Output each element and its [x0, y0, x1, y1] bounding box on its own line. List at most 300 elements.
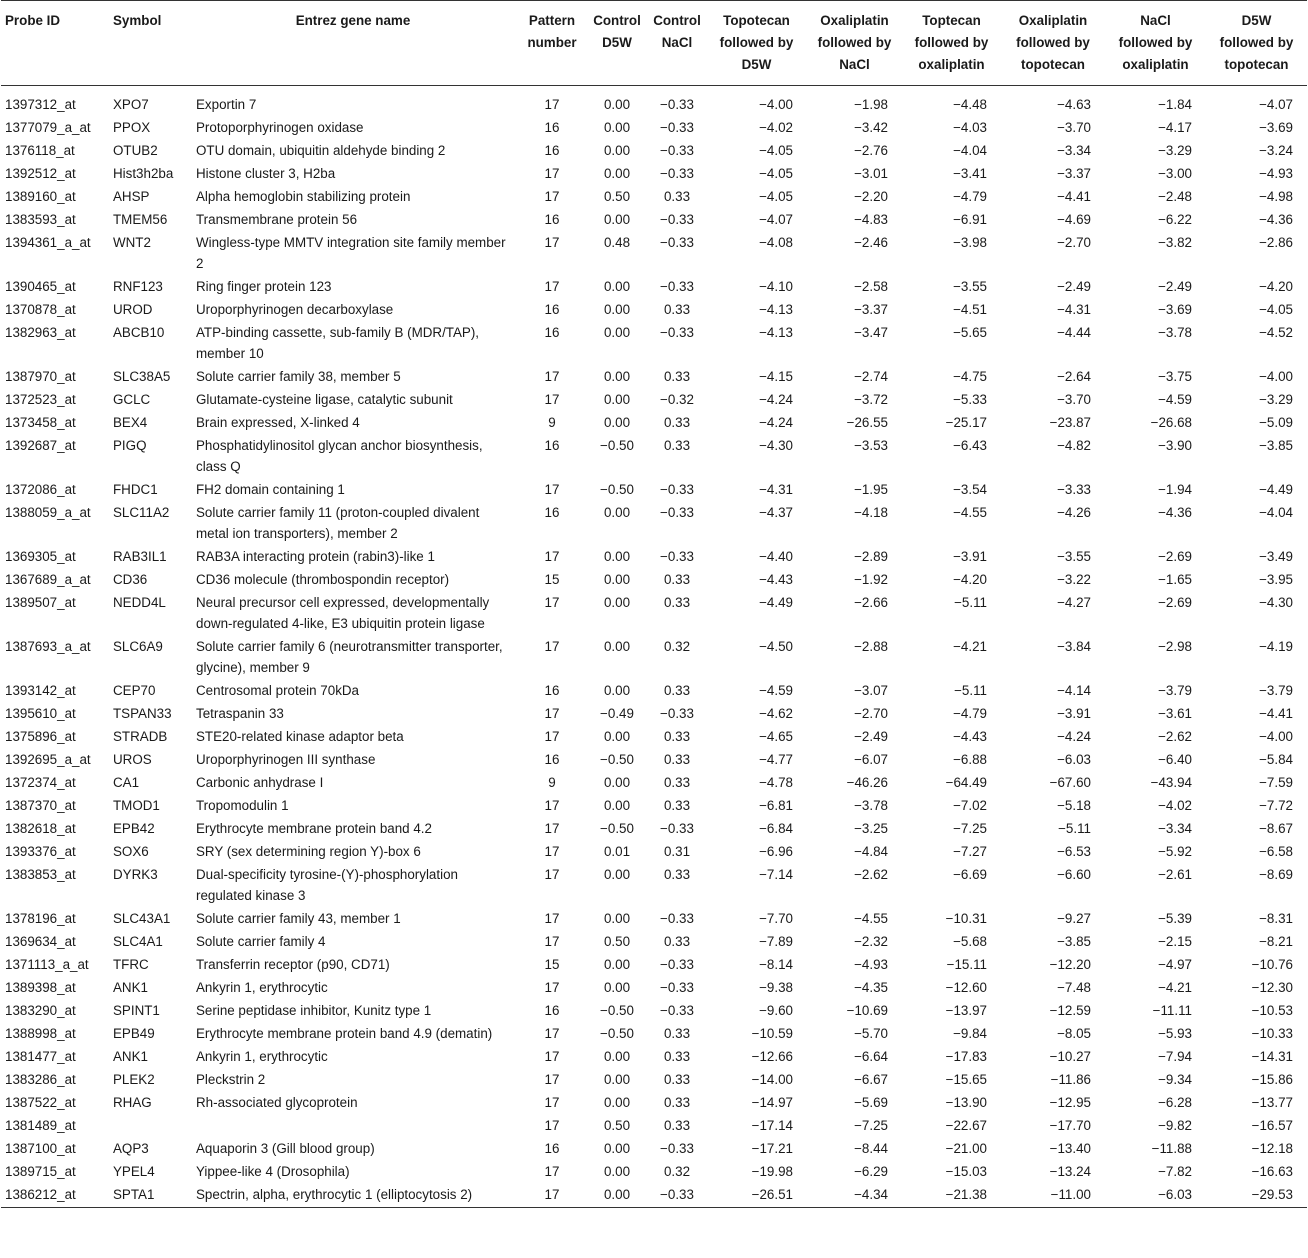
probe-id-cell: 1373458_at	[5, 415, 76, 430]
topotecan-d5w-cell: −4.08	[759, 235, 793, 250]
control-d5w-cell: 0.50	[603, 1118, 631, 1133]
control-nacl-cell: 0.33	[663, 572, 691, 587]
control-nacl-cell: −0.33	[660, 279, 694, 294]
nacl-oxaliplatin-cell: −4.97	[1158, 957, 1192, 972]
symbol-cell: PLEK2	[113, 1072, 155, 1087]
symbol-cell: NEDD4L	[113, 595, 166, 610]
control-nacl-cell: 0.33	[663, 415, 691, 430]
d5w-topotecan-cell: −3.85	[1259, 438, 1293, 453]
pattern-number-cell: 16	[544, 1141, 560, 1156]
oxaliplatin-nacl-cell: −46.26	[846, 775, 888, 790]
d5w-topotecan-cell: −4.00	[1259, 369, 1293, 384]
pattern-number-cell: 9	[548, 415, 556, 430]
gene-name-cell: STE20-related kinase adaptor beta	[196, 729, 404, 744]
nacl-oxaliplatin-cell: −43.94	[1150, 775, 1192, 790]
nacl-oxaliplatin-cell: −3.75	[1158, 369, 1192, 384]
nacl-oxaliplatin-cell: −9.82	[1158, 1118, 1192, 1133]
topotecan-d5w-cell: −10.59	[751, 1026, 793, 1041]
probe-id-cell: 1375896_at	[5, 729, 76, 744]
control-d5w-cell: 0.00	[603, 595, 631, 610]
table-row	[1, 298, 1307, 321]
toptecan-oxaliplatin-cell: −3.91	[953, 549, 987, 564]
pattern-number-cell: 16	[544, 683, 560, 698]
oxaliplatin-topotecan-cell: −3.70	[1057, 120, 1091, 135]
control-nacl-cell: 0.31	[663, 844, 691, 859]
symbol-cell: UROD	[113, 302, 153, 317]
symbol-cell: TSPAN33	[113, 706, 172, 721]
toptecan-oxaliplatin-cell: −12.60	[945, 980, 987, 995]
control-nacl-cell: −0.33	[660, 325, 694, 340]
nacl-oxaliplatin-cell: −3.29	[1158, 143, 1192, 158]
topotecan-d5w-cell: −6.96	[759, 844, 793, 859]
nacl-oxaliplatin-header: NaCl followed by oxaliplatin	[1105, 1, 1206, 86]
pattern-number-cell: 16	[544, 143, 560, 158]
nacl-oxaliplatin-cell: −2.48	[1158, 189, 1192, 204]
control-d5w-cell: 0.00	[603, 392, 631, 407]
pattern-number-cell: 17	[544, 482, 560, 497]
pattern-number-cell: 15	[544, 957, 560, 972]
table-row	[1, 1137, 1307, 1160]
d5w-topotecan-cell: −4.30	[1259, 595, 1293, 610]
oxaliplatin-topotecan-cell: −12.95	[1049, 1095, 1091, 1110]
oxaliplatin-nacl-cell: −2.32	[854, 934, 888, 949]
pattern-number-cell: 16	[544, 212, 560, 227]
symbol-cell: SLC4A1	[113, 934, 163, 949]
symbol-cell: STRADB	[113, 729, 168, 744]
probe-id-cell: 1389398_at	[5, 980, 76, 995]
control-d5w-cell: −0.50	[600, 1026, 634, 1041]
toptecan-oxaliplatin-cell: −4.43	[953, 729, 987, 744]
control-d5w-cell: 0.50	[603, 189, 631, 204]
topotecan-d5w-cell: −4.24	[759, 392, 793, 407]
table-row	[1, 635, 1307, 679]
oxaliplatin-topotecan-cell: −9.27	[1057, 911, 1091, 926]
gene-name-cell: Solute carrier family 4	[196, 934, 326, 949]
nacl-oxaliplatin-cell: −9.34	[1158, 1072, 1192, 1087]
oxaliplatin-nacl-cell: −3.53	[854, 438, 888, 453]
control-d5w-cell: 0.00	[603, 302, 631, 317]
oxaliplatin-nacl-cell: −5.70	[854, 1026, 888, 1041]
symbol-cell: TMEM56	[113, 212, 168, 227]
toptecan-oxaliplatin-cell: −4.48	[953, 97, 987, 112]
nacl-oxaliplatin-cell: −6.22	[1158, 212, 1192, 227]
control-nacl-cell: 0.33	[663, 752, 691, 767]
control-nacl-cell: 0.32	[663, 1164, 691, 1179]
d5w-topotecan-cell: −15.86	[1251, 1072, 1293, 1087]
control-nacl-cell: −0.33	[660, 980, 694, 995]
oxaliplatin-nacl-cell: −7.25	[854, 1118, 888, 1133]
symbol-cell: BEX4	[113, 415, 148, 430]
symbol-cell: AHSP	[113, 189, 150, 204]
topotecan-d5w-cell: −7.89	[759, 934, 793, 949]
oxaliplatin-nacl-cell: −2.74	[854, 369, 888, 384]
nacl-oxaliplatin-cell: −2.15	[1158, 934, 1192, 949]
topotecan-d5w-cell: −8.14	[759, 957, 793, 972]
topotecan-d5w-cell: −4.43	[759, 572, 793, 587]
nacl-oxaliplatin-cell: −3.34	[1158, 821, 1192, 836]
topotecan-d5w-cell: −4.78	[759, 775, 793, 790]
probe-id-cell: 1397312_at	[5, 97, 76, 112]
probe-id-cell: 1382618_at	[5, 821, 76, 836]
symbol-cell	[106, 1114, 188, 1137]
gene-name-cell: SRY (sex determining region Y)-box 6	[196, 844, 421, 859]
d5w-topotecan-cell: −12.30	[1251, 980, 1293, 995]
pattern-number-cell: 17	[544, 549, 560, 564]
control-d5w-cell: 0.00	[603, 549, 631, 564]
control-d5w-cell: 0.00	[603, 1095, 631, 1110]
control-d5w-cell: 0.00	[603, 775, 631, 790]
symbol-cell: EPB42	[113, 821, 155, 836]
d5w-topotecan-cell: −3.29	[1259, 392, 1293, 407]
gene-name-cell: Glutamate-cysteine ligase, catalytic subunit	[196, 392, 453, 407]
pattern-number-cell: 15	[544, 572, 560, 587]
toptecan-oxaliplatin-cell: −5.65	[953, 325, 987, 340]
table-row	[1, 434, 1307, 478]
table-body	[1, 86, 1307, 1208]
toptecan-oxaliplatin-cell: −64.49	[945, 775, 987, 790]
toptecan-oxaliplatin-cell: −4.20	[953, 572, 987, 587]
probe-id-cell: 1387370_at	[5, 798, 76, 813]
d5w-topotecan-cell: −4.41	[1259, 706, 1293, 721]
gene-name-cell: Tetraspanin 33	[196, 706, 284, 721]
control-d5w-cell: 0.00	[586, 1183, 648, 1208]
pattern-number-cell: 17	[544, 844, 560, 859]
topotecan-d5w-cell: −19.98	[751, 1164, 793, 1179]
nacl-oxaliplatin-cell: −2.69	[1158, 595, 1192, 610]
toptecan-oxaliplatin-cell: −4.51	[953, 302, 987, 317]
oxaliplatin-nacl-cell: −2.76	[854, 143, 888, 158]
oxaliplatin-nacl-cell: −5.69	[854, 1095, 888, 1110]
oxaliplatin-topotecan-cell: −17.70	[1049, 1118, 1091, 1133]
table-row	[1, 208, 1307, 231]
d5w-topotecan-cell: −4.20	[1259, 279, 1293, 294]
symbol-cell: Hist3h2ba	[113, 166, 174, 181]
probe-id-cell: 1378196_at	[5, 911, 76, 926]
toptecan-oxaliplatin-cell: −13.90	[945, 1095, 987, 1110]
probe-id-cell: 1371113_a_at	[5, 957, 89, 972]
probe-id-cell: 1372374_at	[5, 775, 76, 790]
nacl-oxaliplatin-cell: −2.69	[1158, 549, 1192, 564]
oxaliplatin-nacl-cell: −3.25	[854, 821, 888, 836]
d5w-topotecan-cell: −13.77	[1251, 1095, 1293, 1110]
oxaliplatin-nacl-cell: −2.49	[854, 729, 888, 744]
d5w-topotecan-cell: −3.95	[1259, 572, 1293, 587]
gene-name-header: Entrez gene name	[188, 1, 518, 86]
pattern-number-cell: 16	[544, 325, 560, 340]
oxaliplatin-topotecan-cell: −4.24	[1057, 729, 1091, 744]
d5w-topotecan-cell: −2.86	[1259, 235, 1293, 250]
d5w-topotecan-cell: −4.00	[1259, 729, 1293, 744]
toptecan-oxaliplatin-cell: −3.41	[953, 166, 987, 181]
nacl-oxaliplatin-cell: −4.59	[1158, 392, 1192, 407]
symbol-cell: CA1	[113, 775, 140, 790]
symbol-cell: GCLC	[113, 392, 151, 407]
oxaliplatin-topotecan-cell: −3.33	[1057, 482, 1091, 497]
oxaliplatin-topotecan-cell: −3.22	[1057, 572, 1091, 587]
table-row	[1, 1114, 1307, 1137]
topotecan-d5w-cell: −4.37	[759, 505, 793, 520]
table-row	[1, 930, 1307, 953]
control-nacl-cell: 0.33	[663, 775, 691, 790]
oxaliplatin-topotecan-cell: −4.69	[1057, 212, 1091, 227]
gene-name-cell: Rh-associated glycoprotein	[196, 1095, 358, 1110]
control-d5w-cell: 0.00	[603, 729, 631, 744]
pattern-number-cell: 17	[544, 97, 560, 112]
symbol-cell: SPINT1	[113, 1003, 160, 1018]
control-nacl-cell: 0.33	[663, 1072, 691, 1087]
symbol-cell: DYRK3	[113, 867, 158, 882]
d5w-topotecan-cell: −3.79	[1259, 683, 1293, 698]
control-nacl-cell: −0.33	[660, 706, 694, 721]
control-nacl-cell: 0.33	[663, 302, 691, 317]
gene-name-cell: RAB3A interacting protein (rabin3)-like 1	[196, 549, 435, 564]
toptecan-oxaliplatin-cell: −4.21	[953, 639, 987, 654]
oxaliplatin-nacl-cell: −2.70	[854, 706, 888, 721]
control-d5w-cell: −0.50	[600, 752, 634, 767]
control-nacl-cell: 0.33	[663, 934, 691, 949]
symbol-cell: ANK1	[113, 1049, 148, 1064]
nacl-oxaliplatin-cell: −4.36	[1158, 505, 1192, 520]
topotecan-d5w-cell: −4.49	[759, 595, 793, 610]
control-d5w-cell: 0.00	[603, 980, 631, 995]
toptecan-oxaliplatin-cell: −6.88	[953, 752, 987, 767]
gene-name-cell: Exportin 7	[196, 97, 257, 112]
toptecan-oxaliplatin-cell: −17.83	[945, 1049, 987, 1064]
oxaliplatin-topotecan-cell: −2.70	[1057, 235, 1091, 250]
control-nacl-cell: −0.33	[660, 957, 694, 972]
pattern-number-cell: 17	[544, 1118, 560, 1133]
pattern-number-cell: 16	[544, 438, 560, 453]
oxaliplatin-topotecan-cell: −5.18	[1057, 798, 1091, 813]
oxaliplatin-topotecan-cell: −2.64	[1057, 369, 1091, 384]
table-row	[1, 1091, 1307, 1114]
oxaliplatin-topotecan-cell: −3.70	[1057, 392, 1091, 407]
probe-id-cell: 1369305_at	[5, 549, 76, 564]
oxaliplatin-topotecan-cell: −4.44	[1057, 325, 1091, 340]
toptecan-oxaliplatin-cell: −4.55	[953, 505, 987, 520]
topotecan-d5w-cell: −14.97	[751, 1095, 793, 1110]
table-row	[1, 86, 1307, 117]
gene-name-cell: Transmembrane protein 56	[196, 212, 358, 227]
pattern-number-cell: 17	[544, 706, 560, 721]
nacl-oxaliplatin-cell: −4.21	[1158, 980, 1192, 995]
oxaliplatin-nacl-cell: −1.95	[854, 482, 888, 497]
oxaliplatin-topotecan-cell: −7.48	[1057, 980, 1091, 995]
nacl-oxaliplatin-cell: −1.94	[1158, 482, 1192, 497]
probe-id-cell: 1387693_a_at	[5, 639, 91, 654]
symbol-cell: EPB49	[113, 1026, 155, 1041]
gene-name-cell: Centrosomal protein 70kDa	[196, 683, 360, 698]
pattern-number-cell: 17	[544, 980, 560, 995]
control-d5w-cell: 0.00	[603, 1164, 631, 1179]
gene-name-cell: Serine peptidase inhibitor, Kunitz type 1	[196, 1003, 432, 1018]
table-row	[1, 679, 1307, 702]
control-nacl-cell: −0.33	[660, 120, 694, 135]
gene-name-cell: Uroporphyrinogen decarboxylase	[196, 302, 394, 317]
symbol-cell: SLC43A1	[113, 911, 171, 926]
probe-id-cell: 1389507_at	[5, 595, 76, 610]
symbol-cell: OTUB2	[113, 143, 158, 158]
oxaliplatin-topotecan-cell: −10.27	[1049, 1049, 1091, 1064]
d5w-topotecan-cell: −4.04	[1259, 505, 1293, 520]
topotecan-d5w-cell: −4.59	[759, 683, 793, 698]
probe-id-cell: 1392695_a_at	[5, 752, 91, 767]
control-d5w-cell: 0.00	[603, 911, 631, 926]
topotecan-d5w-cell: −4.15	[759, 369, 793, 384]
toptecan-oxaliplatin-cell: −7.02	[953, 798, 987, 813]
pattern-number-cell: 17	[544, 934, 560, 949]
gene-name-cell: Erythrocyte membrane protein band 4.9 (dematin)	[196, 1026, 493, 1041]
oxaliplatin-topotecan-cell: −13.24	[1049, 1164, 1091, 1179]
pattern-number-cell: 17	[544, 279, 560, 294]
pattern-number-cell: 9	[548, 775, 556, 790]
control-d5w-cell: 0.00	[603, 369, 631, 384]
control-nacl-cell: −0.33	[648, 1183, 706, 1208]
oxaliplatin-nacl-cell: −4.18	[854, 505, 888, 520]
probe-id-cell: 1377079_a_at	[5, 120, 91, 135]
oxaliplatin-topotecan-cell: −8.05	[1057, 1026, 1091, 1041]
topotecan-d5w-cell: −6.84	[759, 821, 793, 836]
oxaliplatin-nacl-cell: −2.20	[854, 189, 888, 204]
oxaliplatin-topotecan-cell: −6.60	[1057, 867, 1091, 882]
table-row	[1, 1068, 1307, 1091]
oxaliplatin-nacl-cell: −2.46	[854, 235, 888, 250]
d5w-topotecan-cell: −4.19	[1259, 639, 1293, 654]
symbol-header: Symbol	[106, 1, 188, 86]
control-nacl-cell: −0.33	[660, 505, 694, 520]
symbol-cell: TMOD1	[113, 798, 160, 813]
oxaliplatin-nacl-cell: −6.64	[854, 1049, 888, 1064]
oxaliplatin-nacl-cell: −3.47	[854, 325, 888, 340]
toptecan-oxaliplatin-cell: −7.25	[953, 821, 987, 836]
control-d5w-cell: 0.00	[603, 957, 631, 972]
oxaliplatin-topotecan-cell: −12.20	[1049, 957, 1091, 972]
nacl-oxaliplatin-cell: −26.68	[1150, 415, 1192, 430]
toptecan-oxaliplatin-cell: −9.84	[953, 1026, 987, 1041]
gene-name-cell: CD36 molecule (thrombospondin receptor)	[196, 572, 450, 587]
d5w-topotecan-cell: −4.07	[1259, 97, 1293, 112]
table-row	[1, 1045, 1307, 1068]
oxaliplatin-nacl-cell: −2.66	[854, 595, 888, 610]
probe-id-cell: 1383853_at	[5, 867, 76, 882]
d5w-topotecan-cell: −16.57	[1251, 1118, 1293, 1133]
gene-name-cell: Spectrin, alpha, erythrocytic 1 (elliptocytosis 2)	[188, 1183, 518, 1208]
topotecan-d5w-cell: −4.13	[759, 325, 793, 340]
control-nacl-header: Control NaCl	[648, 1, 706, 86]
probe-id-cell: 1383290_at	[5, 1003, 76, 1018]
probe-id-cell: 1382963_at	[5, 325, 76, 340]
symbol-cell: SLC38A5	[113, 369, 171, 384]
probe-id-cell: 1381489_at	[5, 1118, 76, 1133]
gene-name-cell: Histone cluster 3, H2ba	[196, 166, 336, 181]
pattern-number-cell: 17	[544, 166, 560, 181]
oxaliplatin-nacl-cell: −3.78	[854, 798, 888, 813]
probe-id-cell: 1381477_at	[5, 1049, 76, 1064]
nacl-oxaliplatin-cell: −11.88	[1151, 1141, 1192, 1156]
control-d5w-cell: 0.01	[603, 844, 631, 859]
control-d5w-cell: 0.00	[603, 867, 631, 882]
probe-id-cell: 1388059_a_at	[5, 505, 91, 520]
gene-name-cell: Uroporphyrinogen III synthase	[196, 752, 376, 767]
symbol-cell: RHAG	[113, 1095, 152, 1110]
toptecan-oxaliplatin-cell: −22.67	[945, 1118, 987, 1133]
oxaliplatin-nacl-cell: −4.35	[854, 980, 888, 995]
topotecan-d5w-cell: −4.02	[759, 120, 793, 135]
oxaliplatin-nacl-cell: −3.01	[854, 166, 888, 181]
oxaliplatin-nacl-cell: −2.58	[854, 279, 888, 294]
d5w-topotecan-header: D5W followed by topotecan	[1206, 1, 1307, 86]
gene-name-cell: Aquaporin 3 (Gill blood group)	[196, 1141, 375, 1156]
nacl-oxaliplatin-cell: −3.82	[1158, 235, 1192, 250]
d5w-topotecan-cell: −4.05	[1259, 302, 1293, 317]
toptecan-oxaliplatin-cell: −21.38	[902, 1183, 1001, 1208]
control-d5w-cell: 0.00	[603, 143, 631, 158]
gene-name-cell: Erythrocyte membrane protein band 4.2	[196, 821, 432, 836]
pattern-number-cell: 17	[544, 867, 560, 882]
d5w-topotecan-cell: −8.69	[1259, 867, 1293, 882]
gene-name-cell: Pleckstrin 2	[196, 1072, 266, 1087]
d5w-topotecan-cell: −10.33	[1251, 1026, 1293, 1041]
toptecan-oxaliplatin-cell: −4.79	[953, 189, 987, 204]
topotecan-d5w-cell: −4.07	[759, 212, 793, 227]
nacl-oxaliplatin-cell: −3.61	[1158, 706, 1192, 721]
toptecan-oxaliplatin-cell: −3.54	[953, 482, 987, 497]
table-row	[1, 568, 1307, 591]
nacl-oxaliplatin-cell: −4.17	[1158, 120, 1192, 135]
probe-id-cell: 1387522_at	[5, 1095, 76, 1110]
oxaliplatin-topotecan-cell: −67.60	[1049, 775, 1091, 790]
control-d5w-cell: 0.50	[603, 934, 631, 949]
oxaliplatin-topotecan-cell: −12.59	[1049, 1003, 1091, 1018]
table-row	[1, 907, 1307, 930]
control-nacl-cell: 0.33	[663, 369, 691, 384]
pattern-number-cell: 16	[544, 120, 560, 135]
oxaliplatin-topotecan-cell: −13.40	[1049, 1141, 1091, 1156]
gene-name-cell: Dual-specificity tyrosine-(Y)-phosphorylation regulated kinase 3	[196, 867, 458, 903]
d5w-topotecan-cell: −12.18	[1251, 1141, 1293, 1156]
oxaliplatin-nacl-cell: −6.67	[854, 1072, 888, 1087]
oxaliplatin-topotecan-cell: −3.85	[1057, 934, 1091, 949]
probe-id-cell: 1376118_at	[5, 143, 75, 158]
nacl-oxaliplatin-cell: −11.11	[1152, 1003, 1192, 1018]
gene-name-cell: Solute carrier family 11 (proton-coupled divalent metal ion transporters), member 2	[196, 505, 480, 541]
control-d5w-cell: 0.00	[603, 1072, 631, 1087]
gene-name-cell: Phosphatidylinositol glycan anchor biosynthesis, class Q	[196, 438, 483, 474]
d5w-topotecan-cell: −4.49	[1259, 482, 1293, 497]
topotecan-d5w-cell: −17.14	[751, 1118, 793, 1133]
table-row	[1, 999, 1307, 1022]
control-d5w-cell: 0.00	[603, 639, 631, 654]
control-nacl-cell: −0.33	[660, 97, 694, 112]
table-row	[1, 1183, 1307, 1208]
table-row	[1, 771, 1307, 794]
probe-id-cell: 1367689_a_at	[5, 572, 91, 587]
oxaliplatin-nacl-cell: −4.83	[854, 212, 888, 227]
table-row	[1, 591, 1307, 635]
table-row	[1, 501, 1307, 545]
table-row	[1, 702, 1307, 725]
topotecan-d5w-cell: −4.05	[759, 189, 793, 204]
pattern-number-cell: 17	[544, 798, 560, 813]
control-d5w-cell: 0.00	[603, 505, 631, 520]
control-nacl-cell: −0.33	[660, 1003, 694, 1018]
d5w-topotecan-cell: −3.49	[1259, 549, 1293, 564]
toptecan-oxaliplatin-cell: −21.00	[945, 1141, 987, 1156]
oxaliplatin-nacl-cell: −26.55	[846, 415, 888, 430]
gene-name-cell: Protoporphyrinogen oxidase	[196, 120, 364, 135]
symbol-cell: RAB3IL1	[113, 549, 167, 564]
topotecan-d5w-cell: −7.14	[759, 867, 793, 882]
